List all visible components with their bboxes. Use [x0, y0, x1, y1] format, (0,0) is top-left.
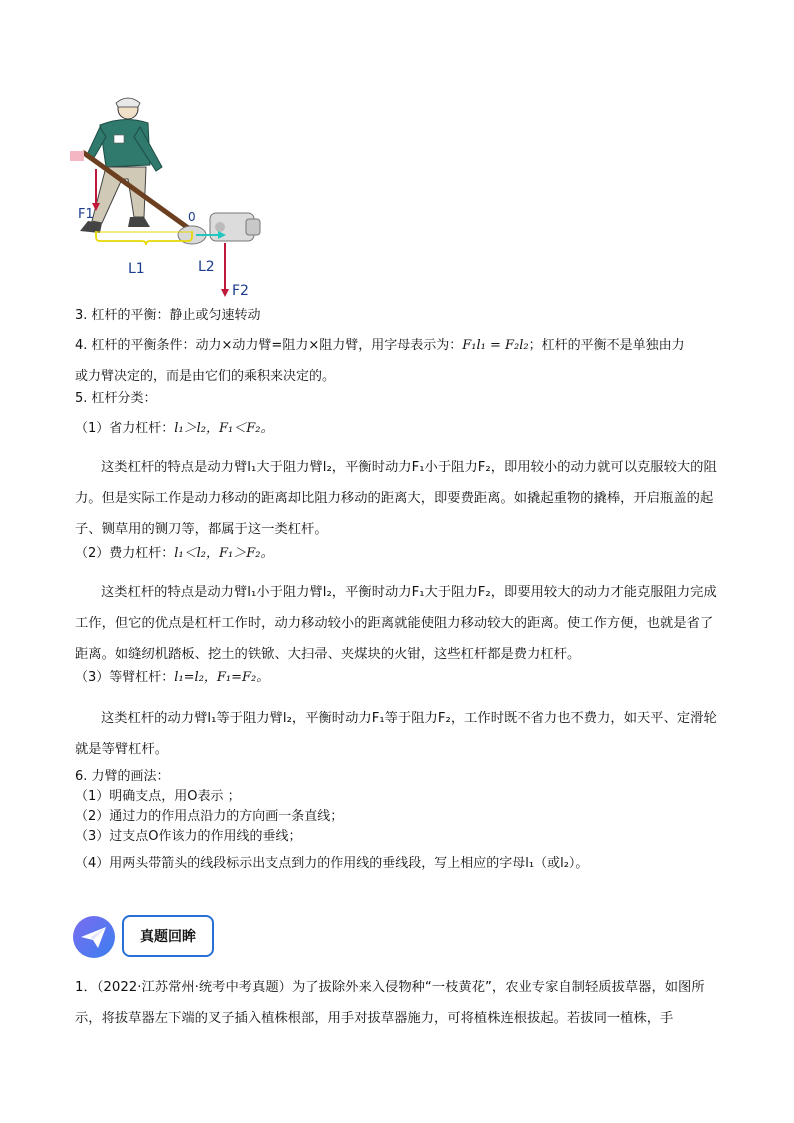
item-4-line1	[75, 337, 685, 355]
section-badge: 真题回眸	[122, 915, 214, 957]
sub-1	[75, 420, 273, 438]
sub-2-label: （2）费力杠杆：	[75, 546, 175, 561]
sub-3	[75, 669, 269, 687]
item-4-line2: 或力臂决定的，而是由它们的乘积来决定的。	[75, 369, 336, 384]
item-4-prefix: 4. 杠杆的平衡条件：动力×动力臂=阻力×阻力臂，用字母表示为：	[75, 338, 463, 353]
lever-illustration	[70, 95, 290, 300]
item-4-formula: F₁l₁ = F₂l₂	[462, 338, 529, 353]
sub-1-condition: l₁＞l₂，F₁＜F₂。	[174, 421, 274, 436]
step-4: （4）用两头带箭头的线段标示出支点到力的作用线的垂线段，写上相应的字母l₁（或l₂）。	[75, 856, 589, 871]
sub-2-condition: l₁＜l₂，F₁＞F₂。	[174, 546, 274, 561]
l1-bracket	[96, 231, 192, 245]
paragraph-2: 这类杠杆的特点是动力臂l₁小于阻力臂l₂，平衡时动力F₁大于阻力F₂，即要用较大的动力才能克服阻力完成工作，但它的优点是杠杆工作时，动力移动较小的距离就能使阻力移动较大的距离。使工作方便，也就是省了距离。如缝纫机踏板、挖土的铁锨、大扫帚、夹煤块的火钳，这些杠杆都是费力杠杆。	[75, 585, 717, 662]
item-6: 6. 力臂的画法：	[75, 769, 170, 784]
f2-label: F2	[232, 283, 249, 299]
sub-3-label: （3）等臂杠杆：	[75, 670, 175, 685]
item-4-suffix: ；杠杆的平衡不是单独由力	[528, 338, 685, 353]
f1-label: F1	[78, 207, 94, 222]
item-5: 5. 杠杆分类：	[75, 391, 157, 406]
step-2: （2）通过力的作用点沿力的方向画一条直线；	[75, 809, 344, 824]
load-object	[210, 213, 260, 241]
l1-label: L1	[128, 261, 145, 277]
paragraph-1: 这类杠杆的特点是动力臂l₁大于阻力臂l₂，平衡时动力F₁小于阻力F₂，即用较小的动力就可以克服较大的阻力。但是实际工作是动力移动的距离却比阻力移动的距离大，即要费距离。如撬起重物的撬棒，开启瓶盖的起子、铡草用的铡刀等，都属于这一类杠杆。	[75, 460, 717, 537]
sub-1-label: （1）省力杠杆：	[75, 421, 175, 436]
l2-label: L2	[198, 259, 215, 275]
paper-plane-icon	[72, 915, 116, 959]
f1-contact-mark	[70, 151, 84, 161]
step-1: （1）明确支点，用O表示 ；	[75, 789, 241, 804]
question-1: 1．（2022·江苏常州·统考中考真题）为了拔除外来入侵物种“一枝黄花”，农业专家自制轻质拔草器，如图所示，将拔草器左下端的叉子插入植株根部，用手对拔草器施力，可将植株连根拔起。若拔同一植株，手	[75, 980, 705, 1026]
sub-2	[75, 545, 273, 563]
item-3: 3. 杠杆的平衡：静止或匀速转动	[75, 308, 261, 323]
step-3: （3）过支点O作该力的作用线的垂线；	[75, 829, 302, 844]
pivot-label: 0	[188, 210, 196, 224]
paragraph-3: 这类杠杆的动力臂l₁等于阻力臂l₂，平衡时动力F₁等于阻力F₂，工作时既不省力也不费力，如天平、定滑轮就是等臂杠杆。	[75, 711, 717, 757]
sub-3-condition: l₁=l₂，F₁=F₂。	[174, 670, 270, 685]
